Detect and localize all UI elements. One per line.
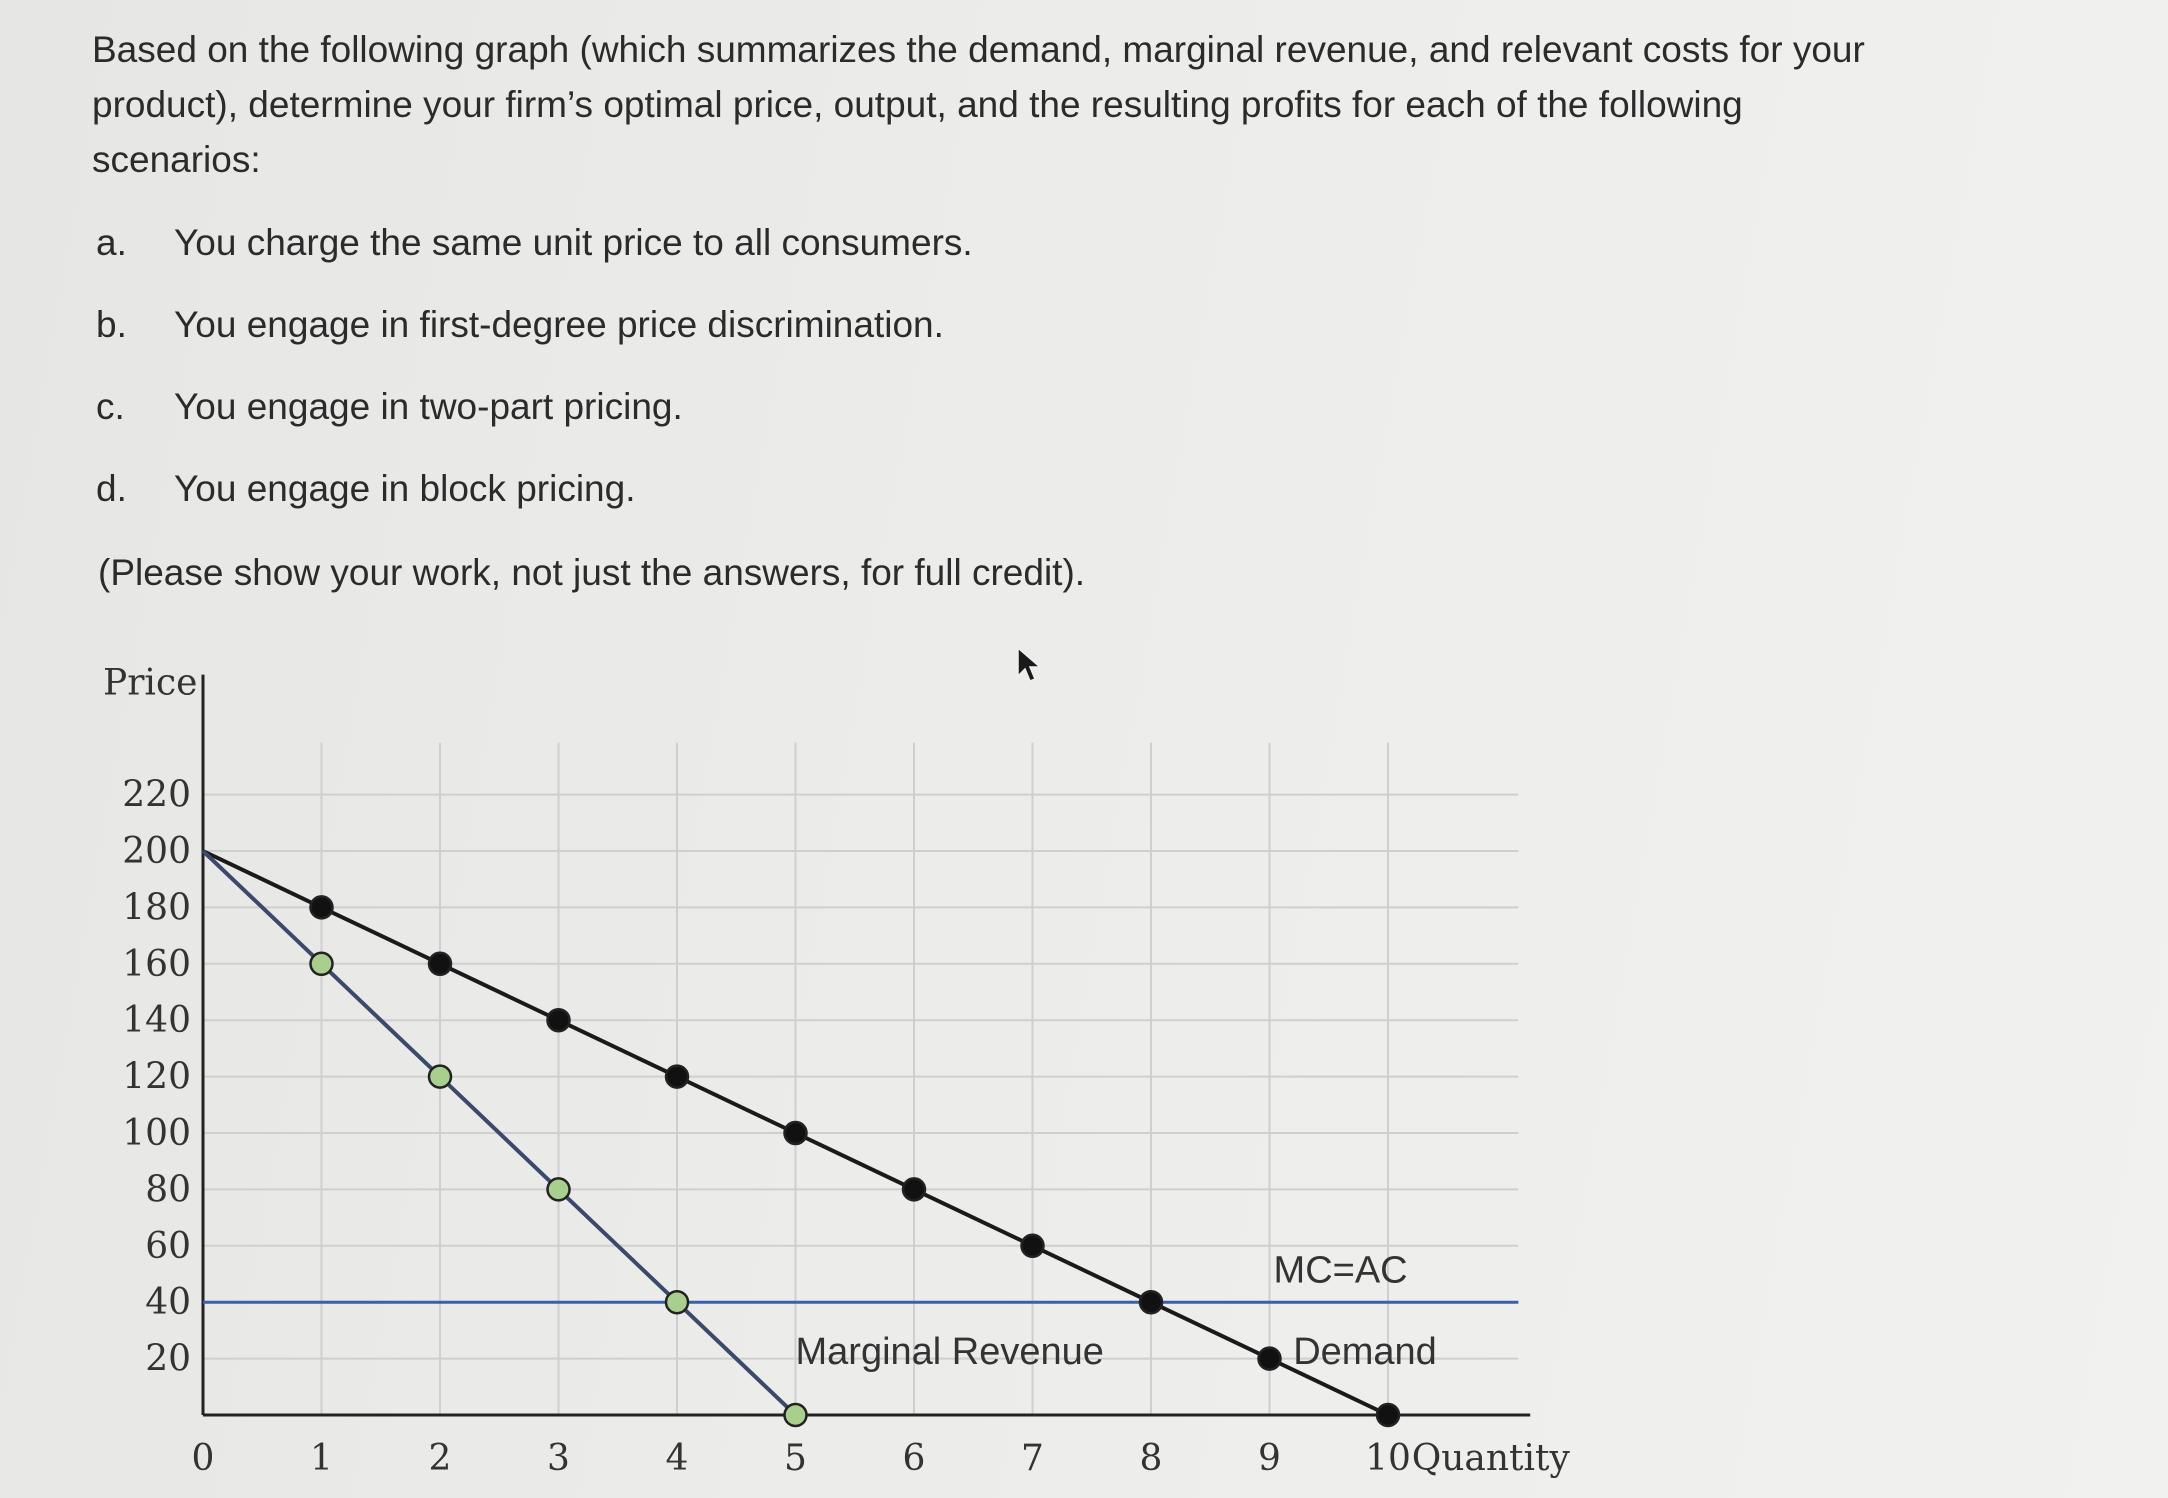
scenario-d-text: You engage in block pricing.	[174, 468, 636, 509]
marginal-revenue-point	[785, 1404, 807, 1426]
marginal-revenue-point	[548, 1178, 570, 1200]
y-tick-label: 100	[122, 1113, 191, 1154]
x-tick-label: 2	[428, 1438, 452, 1479]
demand-point	[785, 1122, 807, 1144]
scenario-d-label: d.	[96, 468, 127, 509]
scenario-a-text: You charge the same unit price to all consumers.	[174, 222, 973, 263]
scenario-b-label: b.	[96, 304, 127, 345]
demand-point	[1259, 1348, 1281, 1370]
x-tick-label: 6	[902, 1438, 926, 1479]
chart-labels	[103, 663, 1570, 1479]
x-tick-label: 5	[784, 1438, 807, 1479]
y-axis-title: Price	[103, 662, 198, 704]
x-tick-label: 10	[1365, 1438, 1411, 1479]
y-tick-label: 220	[122, 774, 191, 816]
x-tick-label: 9	[1258, 1438, 1281, 1479]
scenario-a-label: a.	[96, 222, 127, 263]
demand-point	[429, 953, 451, 975]
mc-ac-label: MC=AC	[1273, 1249, 1408, 1292]
marginal-revenue-label: Marginal Revenue	[795, 1331, 1104, 1374]
y-tick-label: 20	[145, 1338, 191, 1380]
y-tick-label: 180	[122, 887, 191, 929]
x-tick-label: 0	[191, 1438, 215, 1479]
question-prompt: Based on the following graph (which summarizes the demand, marginal revenue, and relevant costs for your product), determine your firm’s optimal price, output, and the resulting profits for each of the following scenarios:	[92, 29, 1865, 180]
scenario-c-label: c.	[96, 386, 125, 427]
y-tick-label: 140	[122, 1000, 191, 1042]
demand-point	[903, 1178, 925, 1200]
instruction-note: (Please show your work, not just the answers, for full credit).	[98, 552, 1086, 593]
demand-label: Demand	[1293, 1331, 1437, 1374]
scenario-b-text: You engage in first-degree price discrimination.	[174, 304, 944, 345]
demand-point	[1140, 1291, 1162, 1313]
scenario-c-text: You engage in two-part pricing.	[174, 386, 683, 427]
x-tick-label: 4	[665, 1438, 689, 1479]
chart-grid	[203, 743, 1518, 1415]
marginal-revenue-point	[666, 1291, 688, 1313]
y-tick-label: 80	[145, 1169, 191, 1211]
y-tick-label: 160	[122, 943, 191, 985]
demand-point	[311, 896, 333, 918]
x-axis-title: Quantity	[1411, 1438, 1570, 1479]
marginal-revenue-point	[429, 1066, 451, 1088]
x-tick-label: 3	[547, 1438, 570, 1479]
mouse-pointer-icon	[1016, 646, 1046, 686]
y-tick-label: 60	[145, 1225, 191, 1267]
demand-point	[1377, 1404, 1399, 1426]
marginal-revenue-point	[311, 953, 333, 975]
y-tick-label: 200	[122, 831, 191, 872]
demand-point	[548, 1009, 570, 1031]
x-tick-label: 7	[1021, 1438, 1044, 1479]
y-tick-label: 40	[145, 1282, 191, 1324]
demand-point	[1022, 1235, 1044, 1257]
y-tick-label: 120	[122, 1056, 191, 1098]
x-tick-label: 1	[310, 1438, 333, 1479]
demand-point	[666, 1066, 688, 1088]
x-tick-label: 8	[1139, 1438, 1163, 1479]
chart-axes	[203, 675, 1530, 1415]
